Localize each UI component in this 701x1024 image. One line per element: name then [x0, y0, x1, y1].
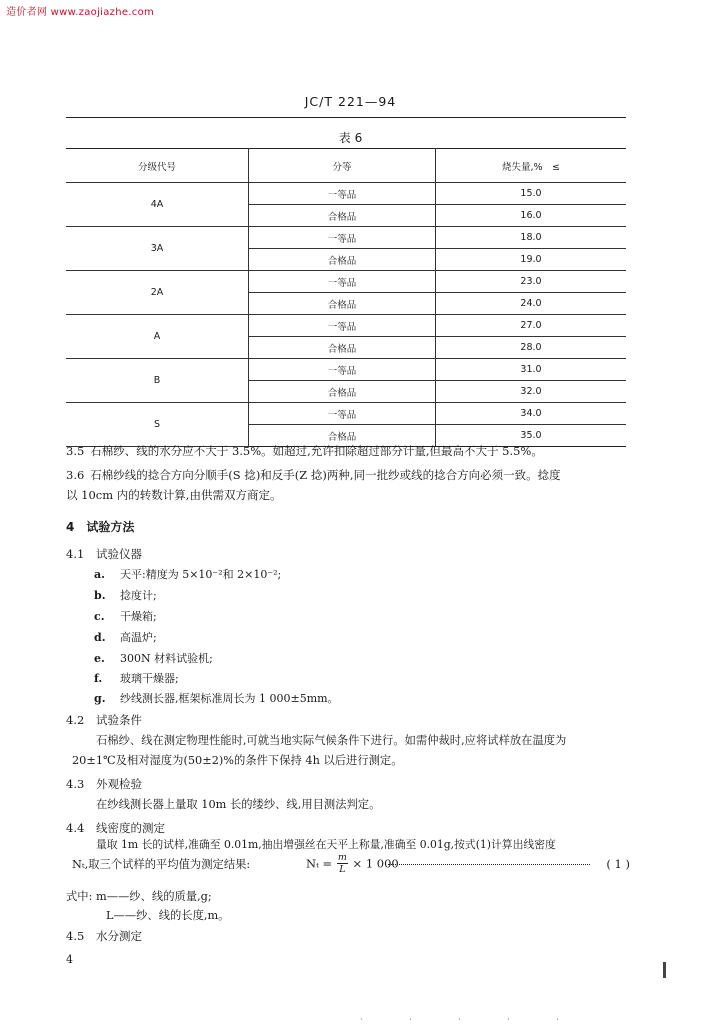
subsection-title: 线密度的测定 — [96, 821, 165, 835]
list-item — [94, 566, 281, 582]
list-mark: d. — [94, 631, 106, 644]
list-text: 高温炉; — [120, 631, 157, 644]
subsection-number: 4.2 — [66, 713, 85, 727]
clause-text: 石棉纱、线的水分应不大于 3.5%。如超过,允许扣除超过部分计量,但最高不大于 5.5%。 — [90, 444, 543, 458]
list-mark: f. — [94, 672, 103, 685]
where-line2: L——纱、线的长度,m。 — [106, 909, 230, 922]
table-row — [66, 403, 626, 425]
list-item — [94, 690, 339, 706]
clause-text-line1: 石棉纱线的捻合方向分顺手(S 捻)和反手(Z 捻)两种,同一批纱或线的捻合方向必须一致。捻度 — [90, 468, 561, 482]
list-mark: e. — [94, 652, 105, 665]
code-cell: 2A — [66, 271, 249, 315]
grade-cell: 合格品 — [249, 425, 436, 447]
list-text: 玻璃干燥器; — [120, 672, 179, 685]
loss-cell: 16.0 — [436, 205, 627, 227]
grade-cell: 一等品 — [249, 183, 436, 205]
list-text: 干燥箱; — [120, 610, 157, 623]
loss-cell: 31.0 — [436, 359, 627, 381]
grade-cell: 合格品 — [249, 381, 436, 403]
list-mark: g. — [94, 692, 106, 705]
loss-cell: 34.0 — [436, 403, 627, 425]
table-row — [66, 315, 626, 337]
grade-cell: 合格品 — [249, 205, 436, 227]
grade-cell: 一等品 — [249, 315, 436, 337]
subsection-title: 试验仪器 — [96, 547, 142, 561]
loss-cell: 18.0 — [436, 227, 627, 249]
table-row — [66, 227, 626, 249]
subsection-number: 4.3 — [66, 777, 85, 791]
list-text: 纱线测长器,框架标准周长为 1 000±5mm。 — [120, 692, 339, 705]
grade-cell: 一等品 — [249, 227, 436, 249]
table-caption: 表 6 — [338, 131, 363, 145]
subsection-number: 4.1 — [66, 547, 85, 561]
section-4-heading: 4 试验方法 — [66, 520, 135, 534]
table-row — [66, 271, 626, 293]
list-mark: c. — [94, 610, 105, 623]
code-cell: S — [66, 403, 249, 447]
loss-cell: 24.0 — [436, 293, 627, 315]
grade-cell: 一等品 — [249, 271, 436, 293]
header-code: 分级代号 — [66, 149, 249, 183]
subsection-4-4 — [66, 820, 165, 836]
where-line1: 式中: m——纱、线的质量,g; — [66, 890, 212, 903]
clause-3-6-cont: 以 10cm 内的转数计算,由供需双方商定。 — [66, 488, 282, 502]
list-item — [94, 629, 157, 645]
clause-3-5 — [66, 442, 636, 461]
code-cell: A — [66, 315, 249, 359]
subsection-title: 试验条件 — [96, 713, 142, 727]
loss-cell: 23.0 — [436, 271, 627, 293]
paragraph-4-4-line2: Nₜ,取三个试样的平均值为测定结果: — [72, 858, 251, 871]
subsection-4-2 — [66, 712, 142, 728]
clause-number: 3.6 — [66, 468, 85, 482]
paragraph-4-2-line1: 石棉纱、线在测定物理性能时,可就当地实际气候条件下进行。如需仲裁时,应将试样放在温度为 — [96, 734, 567, 747]
loss-cell: 28.0 — [436, 337, 627, 359]
loss-cell: 35.0 — [436, 425, 627, 447]
code-cell: 4A — [66, 183, 249, 227]
formula-leader-dots — [388, 864, 590, 865]
page-number: 4 — [66, 953, 73, 966]
formula-rest: × 1 000 — [352, 856, 399, 871]
table-row — [66, 359, 626, 381]
subsection-title: 外观检验 — [96, 777, 142, 791]
list-item — [94, 670, 179, 686]
formula-number: ( 1 ) — [606, 857, 630, 871]
list-text: 捻度计; — [120, 589, 157, 602]
list-item — [94, 650, 213, 666]
grade-cell: 合格品 — [249, 337, 436, 359]
subsection-4-1 — [66, 546, 142, 562]
scan-edge-mark — [663, 962, 666, 978]
loss-cell: 19.0 — [436, 249, 627, 271]
loss-cell: 15.0 — [436, 183, 627, 205]
formula-fraction — [337, 852, 348, 875]
formula-lhs: Nₜ = — [306, 856, 333, 871]
list-mark: a. — [94, 568, 105, 581]
grade-cell: 一等品 — [249, 403, 436, 425]
grade-cell: 合格品 — [249, 249, 436, 271]
subsection-4-5 — [66, 928, 142, 944]
subsection-4-3 — [66, 776, 142, 792]
list-mark: b. — [94, 589, 106, 602]
grade-cell: 一等品 — [249, 359, 436, 381]
grade-table — [66, 148, 626, 447]
bottom-bleed-marks: · · · · · — [360, 1015, 581, 1024]
loss-cell: 27.0 — [436, 315, 627, 337]
code-cell: B — [66, 359, 249, 403]
subsection-title: 水分测定 — [96, 929, 142, 943]
formula-denominator: L — [339, 864, 346, 875]
grade-cell: 合格品 — [249, 293, 436, 315]
watermark-text: 造价者网 www.zaojiazhe.com — [6, 7, 155, 18]
list-text: 300N 材料试验机; — [120, 652, 213, 665]
list-item — [94, 608, 157, 624]
subsection-number: 4.5 — [66, 929, 85, 943]
header-loss: 烧失量,% ≤ — [436, 149, 627, 183]
subsection-number: 4.4 — [66, 821, 85, 835]
header-rule — [66, 117, 626, 118]
clause-3-6 — [66, 466, 636, 485]
formula-1 — [306, 852, 630, 880]
list-text: 天平:精度为 5×10⁻²和 2×10⁻²; — [120, 568, 282, 581]
paragraph-4-4-line1: 量取 1m 长的试样,准确至 0.01m,抽出增强丝在天平上称量,准确至 0.01g,按式(1)计算出线密度 — [96, 838, 556, 851]
document-code: JC/T 221—94 — [304, 94, 397, 109]
formula-numerator: m — [337, 852, 347, 863]
table-row — [66, 183, 626, 205]
loss-cell: 32.0 — [436, 381, 627, 403]
list-item — [94, 587, 157, 603]
header-grade: 分等 — [249, 149, 436, 183]
clause-number: 3.5 — [66, 444, 85, 458]
paragraph-4-3: 在纱线测长器上量取 10m 长的缕纱、线,用目测法判定。 — [96, 798, 381, 811]
code-cell: 3A — [66, 227, 249, 271]
paragraph-4-2-line2: 20±1℃及相对湿度为(50±2)%的条件下保持 4h 以后进行测定。 — [72, 754, 403, 767]
